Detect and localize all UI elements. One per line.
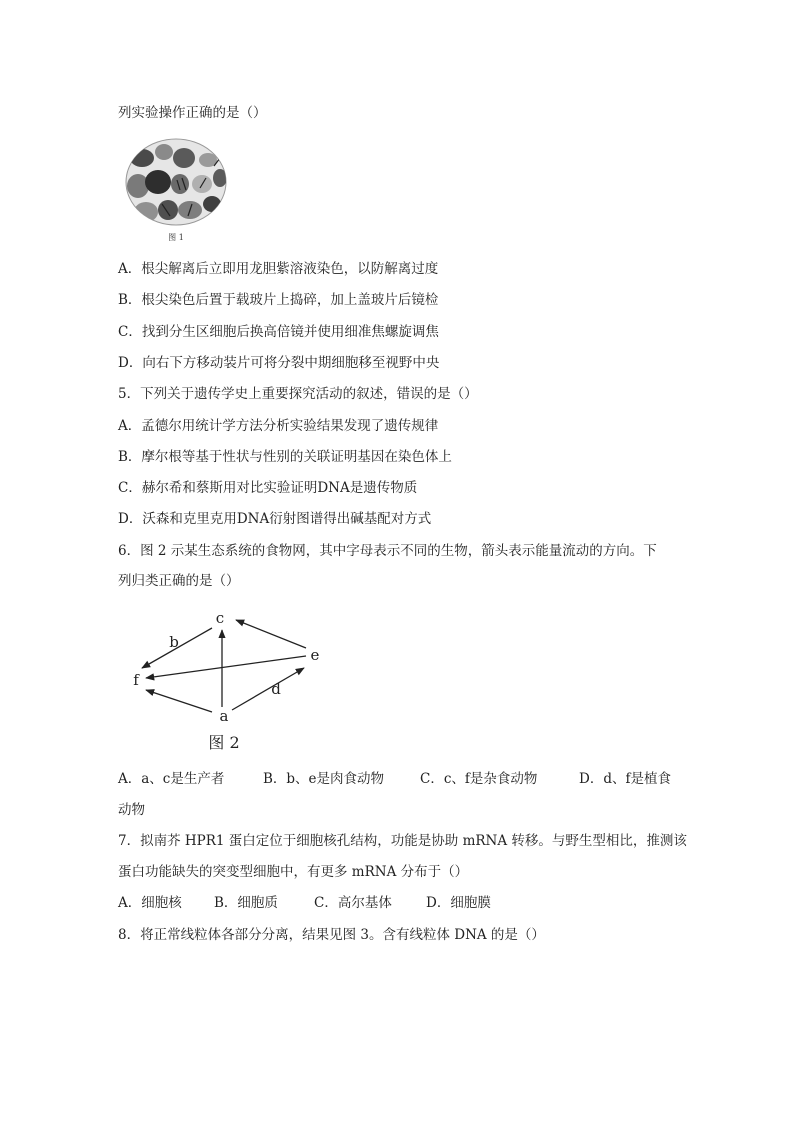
q7-stem-line2: 蛋白功能缺失的突变型细胞中，有更多 mRNA 分布于（）: [118, 864, 469, 880]
q5-option-d: D．沃森和克里克用DNA衍射图谱得出碱基配对方式: [118, 511, 432, 527]
node-d: d: [271, 680, 281, 698]
q7-option-d: D．细胞膜: [426, 895, 491, 911]
q6-stem-line2: 列归类正确的是（）: [118, 573, 240, 589]
node-f: f: [133, 671, 139, 689]
q5-option-a: A．孟德尔用统计学方法分析实验结果发现了遗传规律: [118, 418, 439, 434]
q4-option-c: C．找到分生区细胞后换高倍镜并使用细准焦螺旋调焦: [118, 324, 439, 340]
food-web-figure-2: [128, 604, 328, 754]
q4-option-a: A．根尖解离后立即用龙胆紫溶液染色，以防解离过度: [118, 261, 439, 277]
q4-stem: 列实验操作正确的是（）: [118, 105, 267, 121]
q6-option-a: A．a、c是生产者: [118, 771, 225, 787]
q6-stem-line1: 6．图 2 示某生态系统的食物网，其中字母表示不同的生物，箭头表示能量流动的方向。下: [118, 543, 657, 559]
q6-option-b: B．b、e是肉食动物: [263, 771, 385, 787]
node-e: e: [310, 646, 320, 664]
q4-option-b: B．根尖染色后置于载玻片上捣碎，加上盖玻片后镜检: [118, 292, 439, 308]
node-b: b: [169, 633, 179, 651]
q6-option-d-wrap: 动物: [118, 802, 145, 818]
q5-option-b: B．摩尔根等基于性状与性别的关联证明基因在染色体上: [118, 449, 452, 465]
q6-option-c: C．c、f是杂食动物: [420, 771, 538, 787]
micrograph-figure-1: [122, 138, 234, 246]
q7-option-c: C．高尔基体: [314, 895, 392, 911]
arrow-e-to-c: [236, 620, 306, 648]
q5-option-c: C．赫尔希和蔡斯用对比实验证明DNA是遗传物质: [118, 480, 418, 496]
q7-option-a: A．细胞核: [118, 895, 182, 911]
node-c: c: [215, 609, 225, 627]
q7-option-b: B．细胞质: [214, 895, 278, 911]
q8-stem: 8．将正常线粒体各部分分离，结果见图 3。含有线粒体 DNA 的是（）: [118, 927, 545, 943]
figure-2-caption: 图 2: [208, 733, 240, 752]
q7-stem-line1: 7．拟南芥 HPR1 蛋白定位于细胞核孔结构，功能是协助 mRNA 转移。与野生型相比，推测该: [118, 833, 687, 849]
q5-stem: 5．下列关于遗传学史上重要探究活动的叙述，错误的是（）: [118, 386, 478, 402]
figure-1-caption: 图 1: [168, 233, 184, 242]
arrow-a-to-e: [232, 668, 304, 710]
q4-option-d: D．向右下方移动装片可将分裂中期细胞移至视野中央: [118, 355, 440, 371]
node-a: a: [219, 707, 229, 725]
arrow-a-to-f: [146, 690, 212, 712]
q6-option-d: D．d、f是植食: [579, 771, 671, 787]
arrow-e-to-f: [146, 656, 306, 678]
